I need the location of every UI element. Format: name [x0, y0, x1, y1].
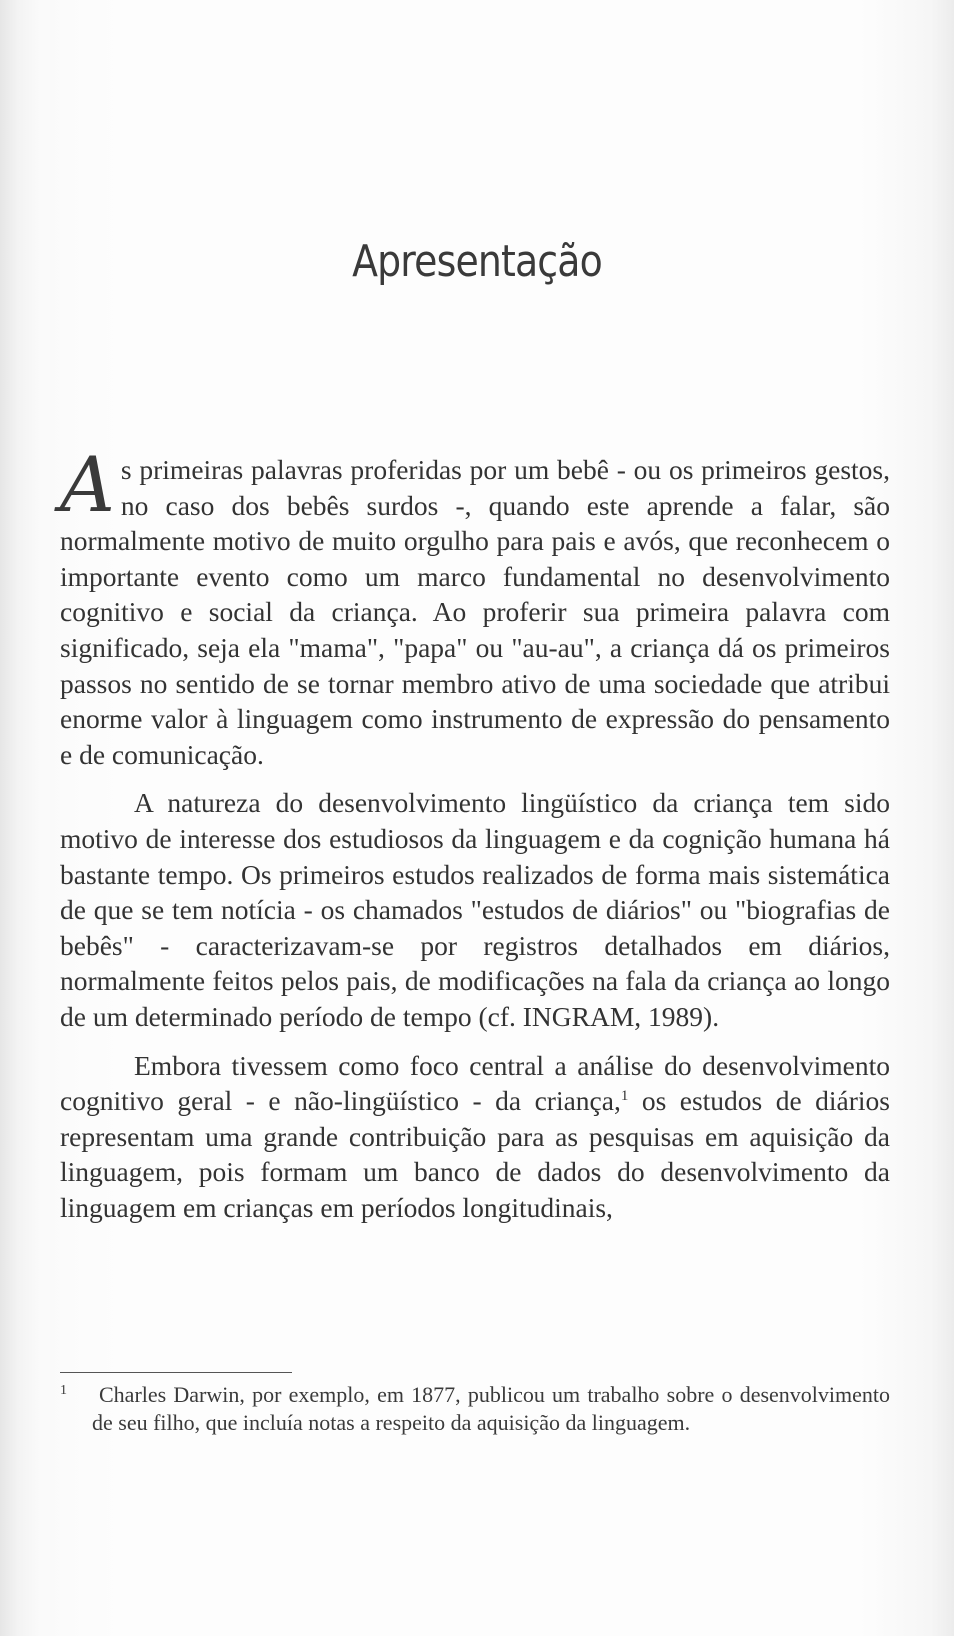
drop-cap: A	[60, 440, 115, 529]
paragraph-3-text-before: Embora tivessem como foco central a análise do desenvolvimento cognitivo geral - e não-lingüístico - da criança,	[60, 1049, 890, 1117]
footnote	[60, 1381, 890, 1437]
paragraph-3	[60, 1048, 890, 1226]
paragraph-2: A natureza do desenvolvimento lingüístico da criança tem sido motivo de interesse dos estudiosos da linguagem e da cognição humana há bastante tempo. Os primeiros estudos realizados de forma mais sistemática de que se tem notícia - os chamados "estudos de diários" ou "biografias de bebês" - caracterizavam-se por registros detalhados em diários, normalmente feitos pelos pais, de modificações na fala da criança ao longo de um determinado período de tempo (cf. INGRAM, 1989).	[60, 787, 890, 1032]
paragraph-1-text: s primeiras palavras proferidas por um bebê - ou os primeiros gestos, no caso dos bebês surdos -, quando este aprende a falar, são normalmente motivo de muito orgulho para pais e avós, que reconhecem o importante evento como um marco fundamental no desenvolvimento cognitivo e social da criança. Ao proferir sua primeira palavra com significado, seja ela "mama", "papa" ou "au-au", a criança dá os primeiros passos no sentido de se tornar membro ativo de uma sociedade que atribui enorme valor à linguagem como instrumento de expressão do pensamento e de comunicação.	[60, 454, 890, 770]
footnote-number: 1	[60, 1383, 67, 1398]
body-text	[60, 440, 890, 1238]
chapter-title: Apresentação	[352, 236, 602, 287]
footnote-divider	[60, 1372, 292, 1373]
paragraph-1	[60, 440, 890, 772]
paragraph-3-text-after: os estudos de diários representam uma grande contribuição para as pesquisas em aquisição da linguagem, pois formam um banco de dados do desenvolvimento da linguagem em crianças em períodos longitudinais,	[60, 1085, 890, 1223]
footnote-reference: 1	[620, 1087, 629, 1104]
footnote-text: Charles Darwin, por exemplo, em 1877, publicou um trabalho sobre o desenvolvimento de seu filho, que incluía notas a respeito da aquisição da linguagem.	[92, 1382, 890, 1435]
